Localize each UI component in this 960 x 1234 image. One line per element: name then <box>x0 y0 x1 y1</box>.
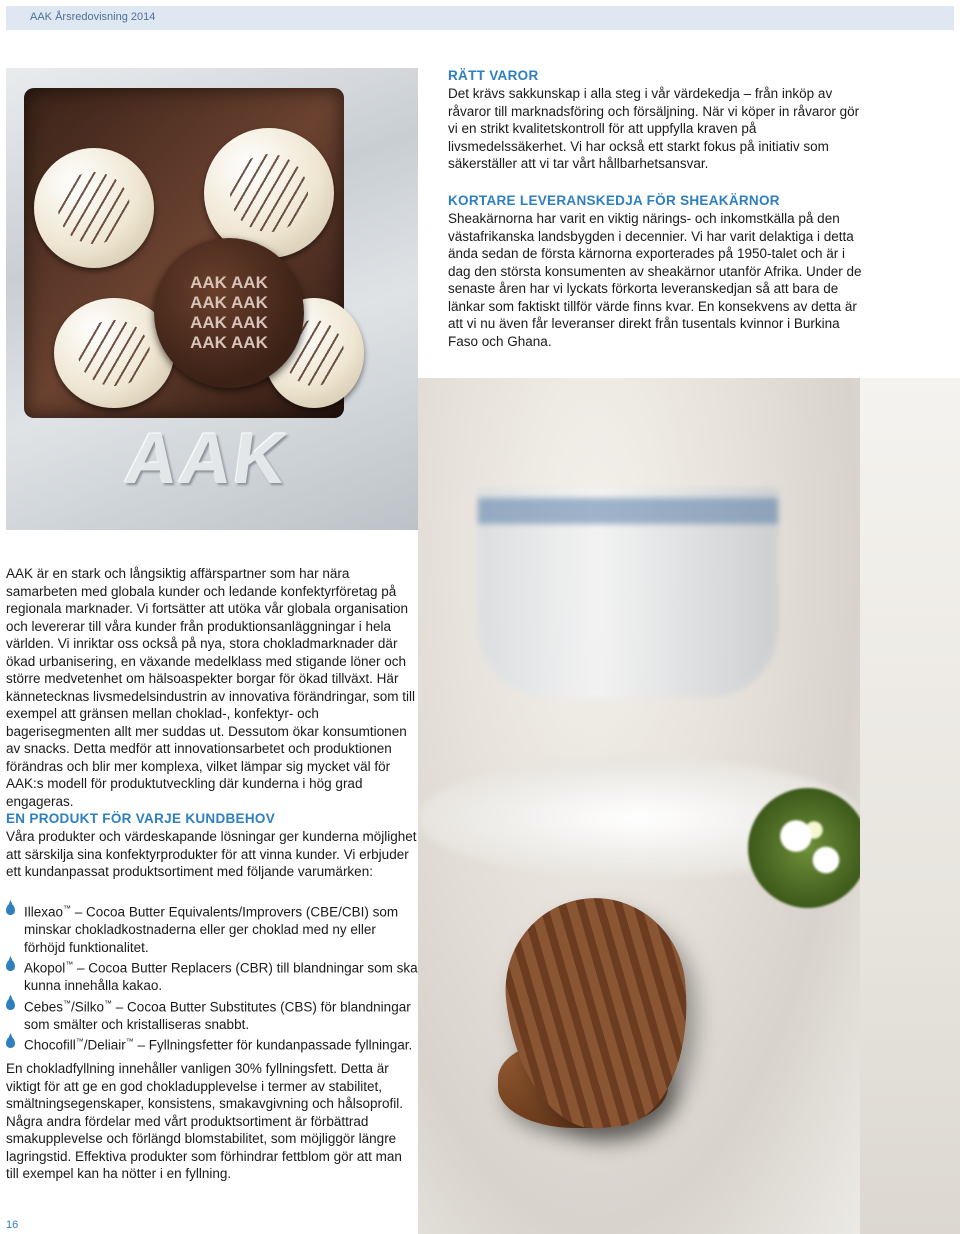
heading-ratt-varor: RÄTT VAROR <box>448 68 539 83</box>
flowers <box>748 788 860 908</box>
paragraph: AAK är en stark och långsiktig affärspartner som har nära samarbeten med globala kunder och ledande konfektyrföretag på regionala marknader. Vi fortsätter att utöka vår globala organisation och levererar till våra kunder från produktionsanläggningar i hela världen. Vi inriktar oss också på nya, stora chokladmarknader där ökad urbanisering, en växande medelklass med stigande löner och större medvetenhet om hälsoaspekter borgar för ökad tillväxt. Här kännetecknas livsmedelsindustrin av innovativa förändringar, som till exempel att gränsen mellan choklad-, konfektyr- och bagerisegmenten allt mer suddas ut. Dessutom ökar konsumtionen av snacks. Detta medför att innovationsarbetet och produktionen förändras och blir mer komplexa, vilket lämpar sig mycket väl för AAK:s modell för produktutveckling där kunderna i hög grad engageras. <box>6 566 415 809</box>
brand-name-secondary: /Deliair <box>83 1037 126 1053</box>
page-number: 16 <box>6 1219 19 1231</box>
paragraph: Våra produkter och värdeskapande lösningar ger kunderna möjlighet att särskilja sina konfektyrprodukter för att vinna kunder. Vi erbjuder ett kundanpassat produktsortiment med följande varumärken: <box>6 829 417 879</box>
tin-embossed-logo: AAK <box>120 419 294 499</box>
droplet-bullet-icon <box>6 904 15 915</box>
brand-name: Chocofill <box>24 1037 76 1053</box>
brand-description: – Cocoa Butter Replacers (CBR) till blandningar som ska kunna innehålla kakao. <box>24 960 418 993</box>
photo-background-edge <box>860 378 960 1234</box>
photo-coffee-cup-praline <box>418 378 860 1234</box>
report-title: AAK Årsredovisning 2014 <box>30 11 156 23</box>
brand-list <box>6 900 418 1054</box>
list-item <box>6 995 418 1034</box>
brand-description: – Cocoa Butter Equivalents/Improvers (CBE/CBI) som minskar chokladkostnaderna eller ger choklad med ny eller förhöjd funktionalitet. <box>24 904 399 955</box>
photo-chocolate-tin <box>6 68 418 530</box>
trademark-sign: ™ <box>63 904 72 913</box>
text-kortare-leveranskedja <box>448 210 862 350</box>
brand-name: Akopol <box>24 960 66 976</box>
heading-kortare-leveranskedja: KORTARE LEVERANSKEDJA FÖR SHEAKÄRNOR <box>448 193 780 208</box>
heading-en-produkt: EN PRODUKT FÖR VARJE KUNDBEHOV <box>6 811 276 826</box>
paragraph: Sheakärnorna har varit en viktig närings- och inkomstkälla på den västafrikanska landsbygden i decennier. Vi har varit delaktiga i detta ända sedan de första kärnorna exporterades på 1950-talet och är i dag den största konsumenten av sheakärnor utanför Afrika. Under de senaste åren har vi lyckats förkorta leveranskedjan så att bara de länkar som faktiskt tillför värde finns kvar. En konsekvens av detta är att vi nu även får leveranser direkt från tusentals kvinnor i Burkina Faso och Ghana. <box>448 211 862 349</box>
list-item <box>6 1033 418 1054</box>
text-intro <box>6 565 418 810</box>
text-ratt-varor <box>448 85 862 173</box>
list-item <box>6 956 418 995</box>
trademark-sign: ™ <box>63 998 72 1008</box>
truffle <box>34 148 154 268</box>
text-en-produkt <box>6 828 418 881</box>
droplet-bullet-icon <box>6 960 15 971</box>
trademark-sign: ™ <box>104 998 113 1008</box>
trademark-sign: ™ <box>125 1037 134 1046</box>
paragraph: Det krävs sakkunskap i alla steg i vår värdekedja – från inköp av råvaror till marknadsföring och försäljning. När vi köper in råvaror gör vi en strikt kvalitetskontroll för att uppfylla kraven på livsmedelssäkerhet. Vi har också ett starkt fokus på initiativ som säkerställer att vi tar vårt hållbarhetsansvar. <box>448 86 860 171</box>
droplet-bullet-icon <box>6 1037 15 1048</box>
cocoa-disc-logo: AAK AAK AAK AAK AAK AAK AAK AAK <box>154 238 304 388</box>
list-item <box>6 900 418 956</box>
text-chokladfyllning <box>6 1060 418 1183</box>
brand-name: Cebes <box>24 999 64 1014</box>
trademark-sign: ™ <box>75 1037 84 1046</box>
brand-name-secondary: /Silko <box>71 999 105 1014</box>
trademark-sign: ™ <box>65 960 74 969</box>
droplet-bullet-icon <box>6 999 15 1010</box>
brand-description: – Cocoa Butter Substitutes (CBS) för blandningar som smälter och kristalliseras snabbt. <box>24 999 411 1032</box>
paragraph: En chokladfyllning innehåller vanligen 30% fyllningsfett. Detta är viktigt för att ge en god chokladupplevelse i termer av stabilitet, smältningsegenskaper, konsistens, smakavgivning och hålsoprofil. Några andra fördelar med vårt produktsortiment är förbättrad smakupplevelse och förlängd blomstabilitet, som möjliggör längre lagringstid. Effektiva produkter som förhindrar fettblom gör att man till exempel kan ha nötter i en fyllning. <box>6 1061 403 1181</box>
brand-name: Illexao <box>24 904 64 920</box>
brand-description: – Fyllningsfetter för kundanpassade fyllningar. <box>133 1037 413 1053</box>
cup-stripe <box>478 498 778 524</box>
tin-interior <box>24 88 344 418</box>
